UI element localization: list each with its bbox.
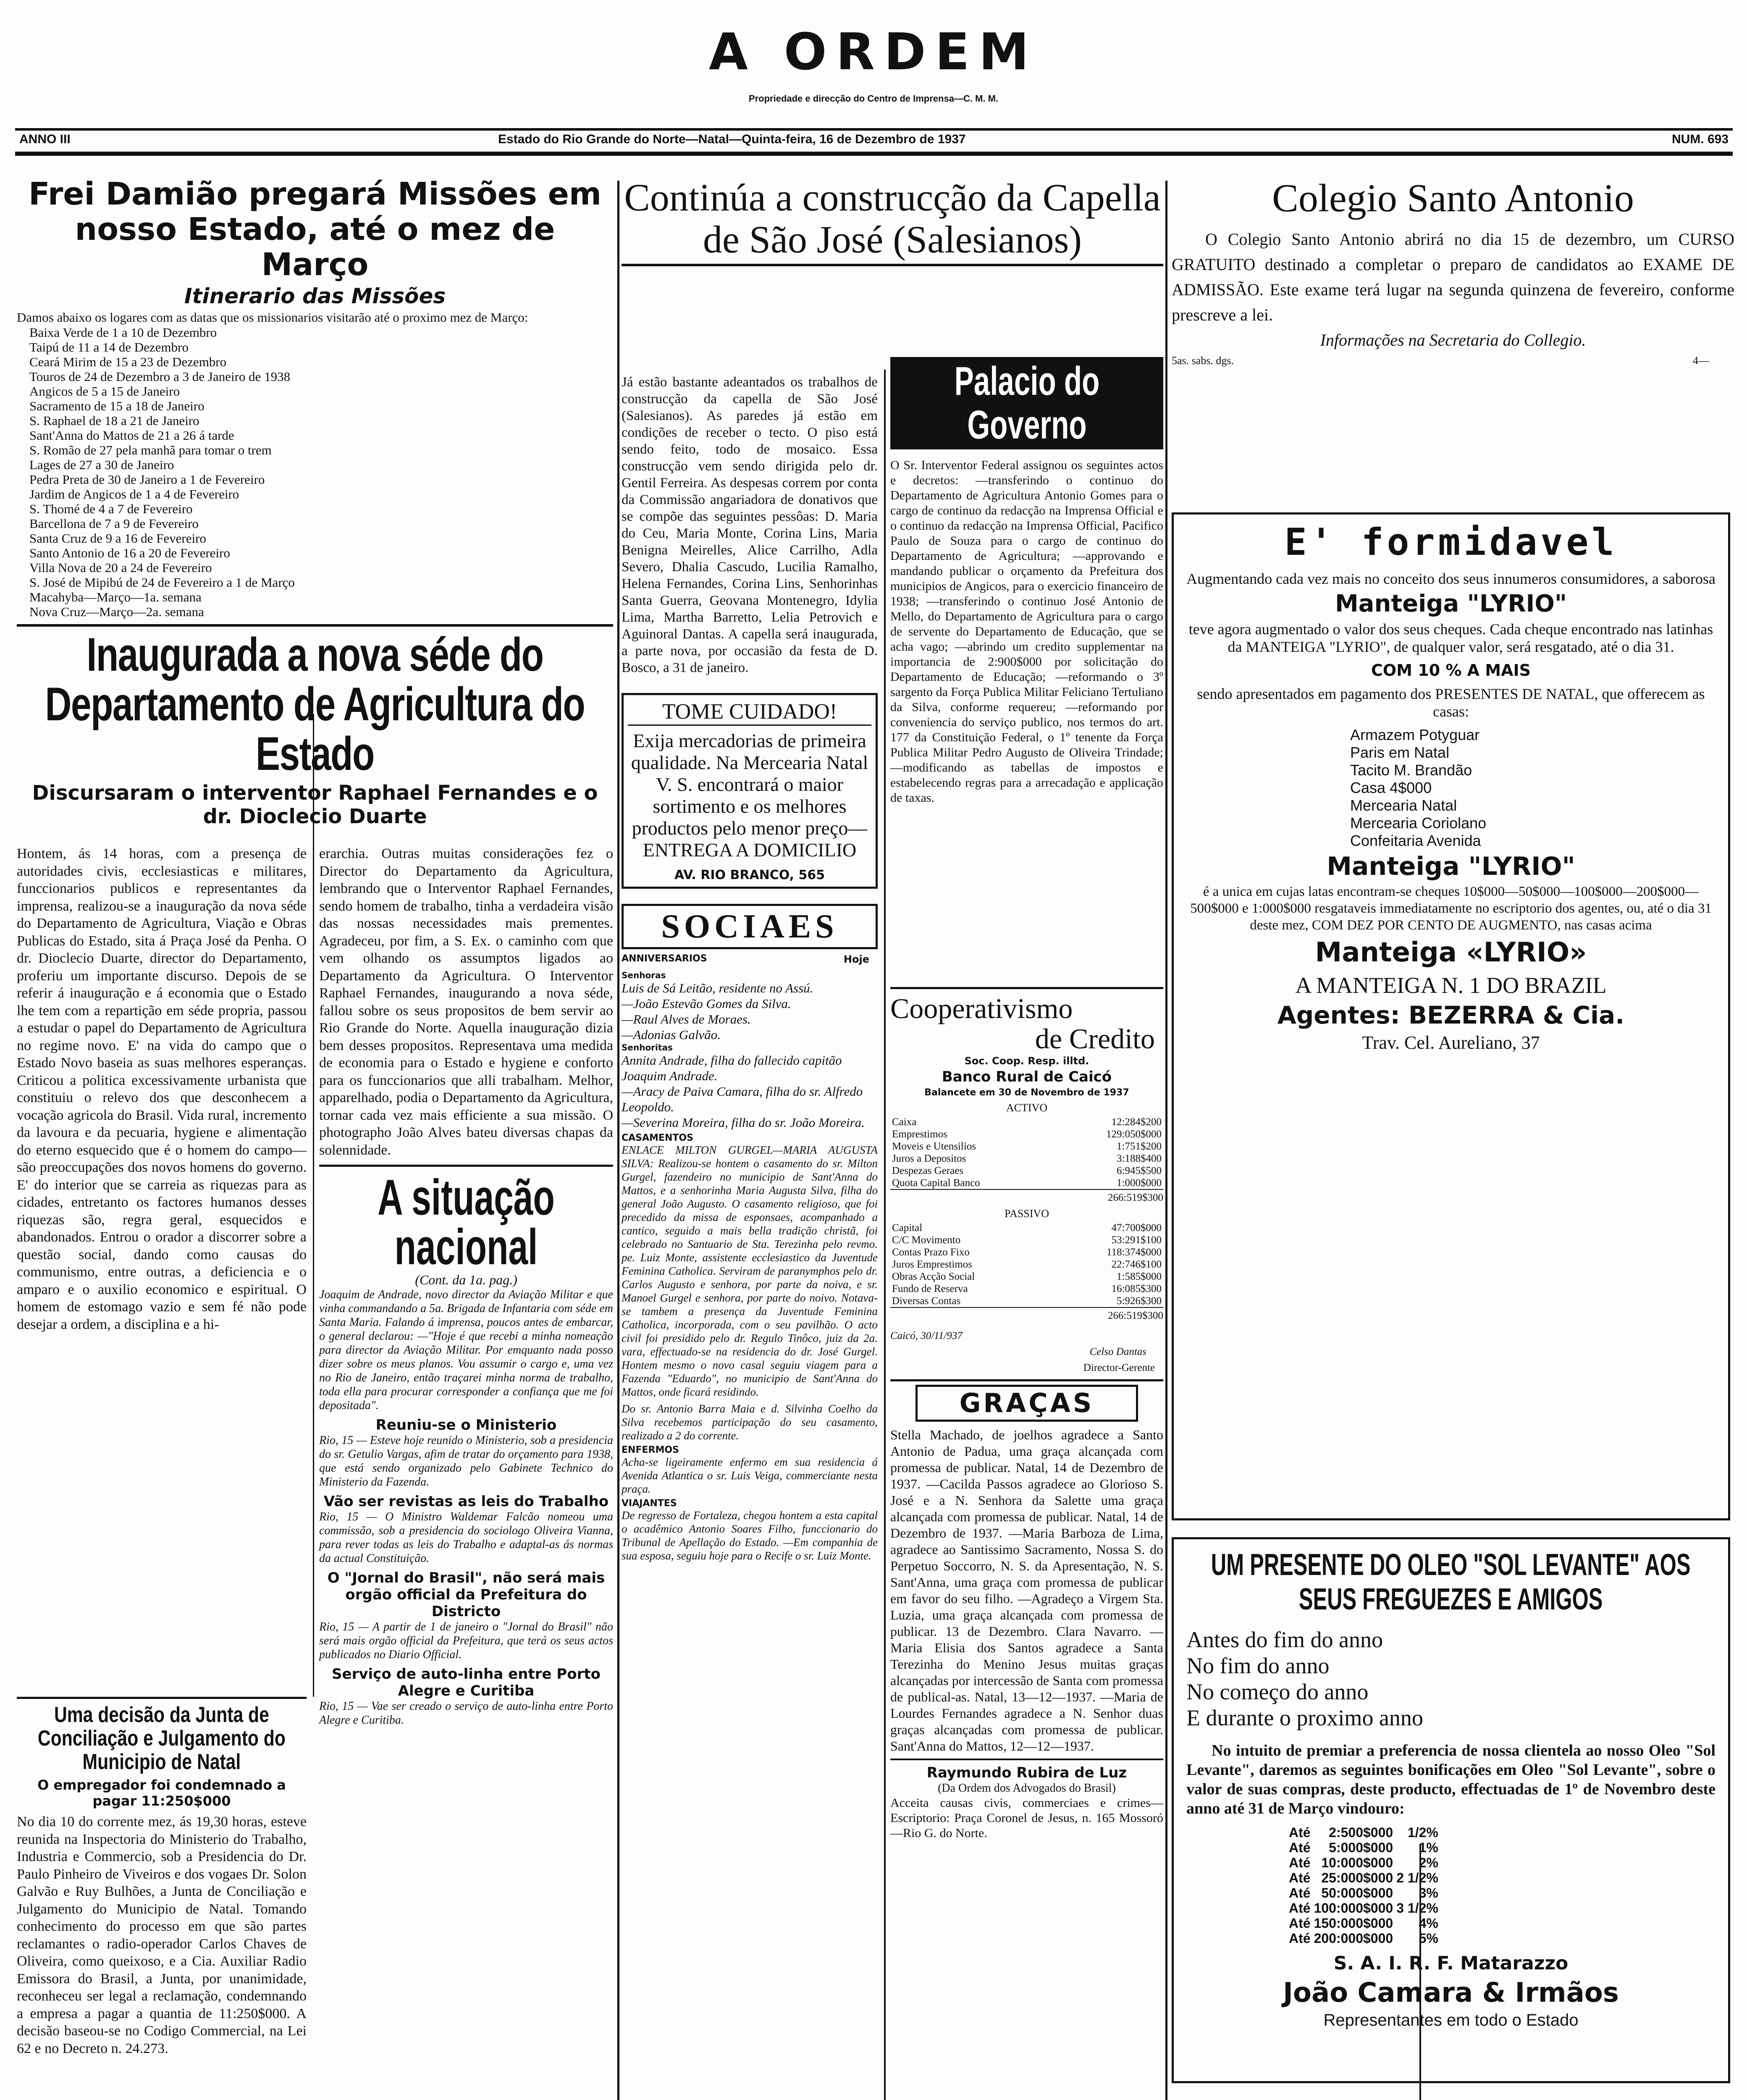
oleo-line: E durante o proximo anno <box>1186 1705 1423 1730</box>
shop-item: Confeitaria Avenida <box>1350 832 1481 849</box>
oleo-row-cell: Até <box>1289 1931 1311 1946</box>
subhead-itinerario: Itinerario das Missões <box>184 284 446 308</box>
article-right-column <box>319 845 613 1727</box>
itinerary-item: Nova Cruz—Março—2a. semana <box>29 604 204 619</box>
oleo-row-cell: 1% <box>1419 1840 1438 1855</box>
oleo-row-cell: 3 1/2% <box>1396 1900 1438 1916</box>
itinerary-item: Macahyba—Março—1a. semana <box>29 590 202 604</box>
oleo-row-cell: 50:000$000 <box>1321 1885 1393 1900</box>
itinerary-item: Santo Antonio de 16 a 20 de Fevereiro <box>29 546 230 560</box>
oleo-text: No intuito de premiar a preferencia de nossa clientela ao nosso Oleo "Sol Levante", daremos as seguintes bonificações em Oleo "Sol Levante", sobre o valor de suas compras, deste producto, effectuadas de 1º de Novembro deste anno até 31 de Março vindouro: <box>1186 1742 1716 1817</box>
activo-row-cell: 12:284$200 <box>1111 1116 1162 1128</box>
oleo-line: No começo do anno <box>1186 1679 1369 1704</box>
oleo-row <box>1287 1825 1440 1840</box>
oleo-row-cell: Até <box>1289 1885 1311 1900</box>
lyrio-shop-list <box>1350 726 1716 850</box>
headline-junta: Uma decisão da Junta de Conciliação e Julgamento do Municipio de Natal <box>38 1703 286 1774</box>
itinerary-item: S. Thomé de 4 a 7 de Fevereiro <box>29 501 193 516</box>
sociaes-head: SOCIAES <box>661 908 838 945</box>
shop-item: Armazem Potyguar <box>1350 726 1480 743</box>
activo-row-cell: Quota Capital Banco <box>892 1177 980 1189</box>
itinerary-item: Angicos de 5 a 15 de Janeiro <box>29 384 180 399</box>
column-rule <box>617 181 619 2100</box>
lyrio-slogan: A MANTEIGA N. 1 DO BRAZIL <box>1295 973 1607 998</box>
colegio-small-2: 4— <box>1693 354 1709 367</box>
oleo-row-cell: 200:000$000 <box>1314 1931 1393 1946</box>
headline-departamento: Inaugurada a nova séde do Departamento de Agricultura do Estado <box>45 628 585 780</box>
colegio-text: O Colegio Santo Antonio abrirá no dia 15 de dezembro, um CURSO GRATUITO destinado a completar o preparo de candidatos ao EXAME DE ADMISSÃO. Este exame terá lugar na segunda quinzena de fevereiro, conforme prescreve a lei. <box>1172 230 1734 324</box>
itinerary-item: S. Raphael de 18 a 21 de Janeiro <box>29 413 199 428</box>
headline-frei-damiao: Frei Damião pregará Missões em nosso Estado, até o mez de Março <box>29 176 601 283</box>
aniversarios-row <box>622 953 878 970</box>
senhoras-label: Senhoras <box>622 970 666 980</box>
activo-label: ACTIVO <box>1006 1102 1048 1114</box>
capella-column <box>622 374 878 1562</box>
lyrio-address: Trav. Cel. Aureliano, 37 <box>1362 1032 1540 1053</box>
activo-row-cell: Emprestimos <box>892 1129 947 1140</box>
section-rule <box>890 1759 1163 1760</box>
oleo-table <box>1287 1825 1440 1946</box>
activo-row <box>890 1165 1163 1177</box>
passivo-row-cell: Fundo de Reserva <box>892 1283 968 1294</box>
lyrio-agents: Agentes: BEZERRA & Cia. <box>1277 1001 1625 1029</box>
activo-total: 266:519$300 <box>890 1189 1163 1206</box>
oleo-row <box>1287 1840 1440 1855</box>
aniversario-item: —Aracy de Paiva Camara, filha do sr. Alfredo Leopoldo. <box>622 1084 863 1114</box>
activo-row-cell: 6:945$500 <box>1117 1165 1162 1176</box>
itinerary-item: S. José de Mipibú de 24 de Fevereiro a 1 de Março <box>29 575 295 590</box>
palacio-column <box>890 357 1163 806</box>
oleo-row-cell: Até <box>1289 1825 1311 1840</box>
colegio-small: 5as. sabs. dgs. <box>1172 354 1234 367</box>
dateline-text: Estado do Rio Grande do Norte—Natal—Quinta-feira, 16 de Dezembro de 1937 <box>498 132 966 146</box>
activo-row-cell: 129:050$000 <box>1106 1129 1162 1140</box>
article-junta <box>17 1697 307 2057</box>
oleo-row <box>1287 1900 1440 1916</box>
situacao-text: Joaquim de Andrade, novo director da Aviação Militar e que vinha commandando a 5a. Brigada de Infantaria com séde em Santa Maria. Falando á imprensa, poucos antes de embarcar, o general declarou: —"Hoje é que recebi a minha nomeação para director da Aviação Militar. Por emquanto nada posso dizer sobre os meus planos. Vou assumir o cargo e, uma vez no Rio de Janeiro, então traçarei minha norma de trabalho, toda ella para procurar corresponder a confiança que me foi depositada". <box>319 1288 613 1412</box>
junta-subhead: O empregador foi condemnado a pagar 11:250$000 <box>37 1777 286 1809</box>
shop-item: Mercearia Natal <box>1350 797 1457 814</box>
oleo-row-cell: 2% <box>1419 1855 1438 1870</box>
situacao-continuation: (Cont. da 1a. pag.) <box>415 1272 517 1287</box>
passivo-row <box>890 1283 1163 1295</box>
enfermos-text: Acha-se ligeiramente enfermo em sua residencia á Avenida Atlantica o sr. Luis Veiga, commerciante nesta praça. <box>622 1456 878 1495</box>
ministerio-text: Rio, 15 — Esteve hoje reunido o Ministerio, sob a presidencia do sr. Getulio Vargas, afim de tratar do orçamento para 1938, que está sendo organizado pelo Gabinete Technico do Ministerio da Fazenda. <box>319 1434 613 1488</box>
subhead-discursaram: Discursaram o interventor Raphael Fernandes e o dr. Dioclecio Duarte <box>32 781 598 828</box>
oleo-row-cell: Até <box>1289 1870 1311 1885</box>
gracas-head-box <box>915 1385 1138 1422</box>
oleo-row <box>1287 1885 1440 1900</box>
passivo-row <box>890 1222 1163 1234</box>
masthead-title: A ORDEM <box>708 23 1039 81</box>
enfermos-label: ENFERMOS <box>622 1445 679 1455</box>
aniversario-item: Luis de Sá Leitão, residente no Assú. <box>622 981 813 995</box>
activo-row <box>890 1140 1163 1152</box>
activo-row-cell: Moveis e Utensilios <box>892 1141 976 1152</box>
activo-table <box>890 1116 1163 1189</box>
coop-balance: Balancete em 30 de Novembro de 1937 <box>924 1087 1129 1098</box>
oleo-firm-1: S. A. I. R. F. Matarazzo <box>1333 1953 1569 1974</box>
colegio-head: Colegio Santo Antonio <box>1272 176 1634 220</box>
passivo-row-cell: 47:700$000 <box>1111 1222 1162 1234</box>
passivo-row-cell: Capital <box>892 1222 923 1234</box>
issue-number: NUM. 693 <box>1671 132 1729 146</box>
coop-bank: Banco Rural de Caicó <box>942 1068 1112 1085</box>
aniversario-item: Annita Andrade, filha do fallecido capitão Joaquim Andrade. <box>622 1053 842 1083</box>
passivo-row-cell: 16:085$300 <box>1111 1283 1162 1294</box>
viajantes-label: VIAJANTES <box>622 1498 677 1509</box>
shop-item: Casa 4$000 <box>1350 779 1432 796</box>
palacio-head: Palacio do Governo <box>954 359 1099 447</box>
oleo-line: Antes do fim do anno <box>1186 1627 1383 1652</box>
oleo-row-cell: Até <box>1289 1840 1311 1855</box>
activo-row <box>890 1116 1163 1128</box>
section-rule <box>890 1379 1163 1381</box>
lyrio-brand: Manteiga "LYRIO" <box>1335 590 1567 617</box>
passivo-row-cell: 118:374$000 <box>1106 1247 1162 1258</box>
activo-row <box>890 1152 1163 1165</box>
passivo-row <box>890 1258 1163 1270</box>
column-3 <box>890 987 1163 1841</box>
aniversario-item: —Adonias Galvão. <box>622 1027 721 1042</box>
noivado-text: Do sr. Antonio Barra Maia e d. Silvinha Coelho da Silva recebemos participação do seu casamento, realizado a 2 do corrente. <box>622 1402 878 1442</box>
aniversario-item: —Severina Moreira, filha do sr. João Moreira. <box>622 1115 865 1130</box>
lyrio-brand-2: Manteiga «LYRIO» <box>1315 937 1587 968</box>
itinerary-item: Barcellona de 7 a 9 de Fevereiro <box>29 516 199 531</box>
hoje-label: Hoje <box>843 953 869 965</box>
ad-manteiga-lyrio <box>1172 512 1730 1520</box>
oleo-firm-2: João Camara & Irmãos <box>1283 1977 1619 2008</box>
palacio-text: O Sr. Interventor Federal assignou os seguintes actos e decretos: —transferindo o continuo do Departamento de Agricultura Antonio Gomes para o cargo de continuo da redacção na Imprensa Official e o continuo da redacção na Imprensa Official, Pacifico Paulo de Souza para o cargo de continuo do Departamento de Agricultura; —approvando e mandando publicar o orçamento da Prefeitura dos municipios de Angicos, para o exercicio financeiro de 1938; —transferindo o continuo José Antonio de Mello, do Departamento de Agricultura para o cargo de servente do Departamento de Educação, que se acha vago; —abrindo um credito supplementar na importancia de 2:900$000 por solicitação do Departamento de Educação; —reformando o 3º sargento da Força Publica Militar Feliciano Tertuliano da Silva, conforme requereu; —reformando por conveniencia do serviço publico, nos termos do art. 177 da Constituição Federal, o 1º tenente da Força Publica Militar Pedro Augusto de Oliveira Trindade; —modificando as tabellas de impostos e estabelecendo regras para a arrecadação e applicação de taxas. <box>890 458 1163 805</box>
itinerary-item: Ceará Mirim de 15 a 23 de Dezembro <box>29 354 227 369</box>
anno-label: ANNO III <box>19 132 71 146</box>
shop-item: Paris em Natal <box>1350 744 1450 761</box>
passivo-total: 266:519$300 <box>890 1307 1163 1324</box>
oleo-row-cell: 150:000$000 <box>1314 1916 1393 1931</box>
jornal-text: Rio, 15 — A partir de 1 de janeiro o "Jornal do Brasil" não será mais orgão official da Prefeitura, que terá os seus actos publicados no Diario Official. <box>319 1620 613 1661</box>
oleo-row-cell: 1/2% <box>1407 1825 1438 1840</box>
article-text-left: Hontem, ás 14 horas, com a presença de autoridades civis, ecclesiasticas e militares, funccionarios publicos e representantes da imprensa, realizou-se a inauguração da nova séde do Departamento de Agricultura, Viação e Obras Publicas do Estado, sita á Praça José da Penha. O dr. Dioclecio Duarte, director do Departamento, proferiu um importante discurso. Depois de se referir á inauguração e á economia que o Estado lhe tem com a repartição em séde propria, passou a estudar o papel do Departamento de Agricultura no regime novo. E' na vida do campo que o Estado Novo baseia as suas melhores esperanças. Criticou a politica excessivamente urbanista que constituiu o relevo dos que desconhecem a vocação agricola do Brasil. Vida rural, incremento da lavoura e da pecuaria, hygiene e alimentação do eterno esquecido que é o homem do campo—são preoccupações dos novos homens do governo. E' do interior que se carreia as riquezas para as cidades, entretanto os factores humanos desses riquezas são, regra geral, esquecidos e abandonados. Entrou o orador a discorrer sobre a questão social, dando como causas do communismo, entre outras, a deficiencia e o amparo e o auxilio economico e espiritual. O homem de estomago vazio e sem fé não pode desejar a ordem, a disciplina e a hi- <box>17 846 307 1332</box>
lyrio-p1: Augmentando cada vez mais no conceito dos seus innumeros consumidores, a saborosa <box>1186 570 1716 587</box>
casamentos-label: CASAMENTOS <box>622 1133 693 1143</box>
shop-item: Mercearia Coriolano <box>1350 814 1487 832</box>
ad-tome-cuidado <box>622 693 878 889</box>
activo-row-cell: Caixa <box>892 1116 917 1128</box>
oleo-lines <box>1186 1627 1716 1731</box>
passivo-row-cell: 22:746$100 <box>1111 1259 1162 1270</box>
itinerary-item: Sant'Anna do Mattos de 21 a 26 á tarde <box>29 428 234 443</box>
lyrio-p4: é a unica em cujas latas encontram-se cheques 10$000—50$000—100$000—200$000—500$000 e 1:000$000 resgataveis immediatamente no escriptorio dos agentes, ou, até o dia 31 deste mez, COM DEZ POR CENTO DE AUGMENTO, nas casas acima <box>1190 884 1712 933</box>
coop-role: Director-Gerente <box>1083 1362 1155 1373</box>
senhoritas-label: Senhoritas <box>622 1042 673 1053</box>
passivo-label: PASSIVO <box>1005 1208 1049 1220</box>
article-text-right: erarchia. Outras muitas considerações fez o Director do Departamento da Agricultura, lembrando que o Interventor Raphael Fernandes, sendo homem de trabalho, tinha a verdadeira visão das nossas necessidades mais prementes. Agradeceu, por fim, a S. Ex. o caminho com que vem olhando os assumptos ligados ao Departamento da Agricultura. O Interventor Raphael Fernandes, inaugurando a nova séde, fallou sobre os seus propositos de bem servir ao Rio Grande do Norte. Aquella inauguração dizia bem desses propositos. Representava uma medida de economia para o Estado e hygiene e conforto para os funccionarios que alli trabalham. Melhor, apparelhado, podia o Departamento da Agricultura, tornar cada vez mais efficiente a sua missão. O photographo João Alves bateu diversas chapas da solennidade. <box>319 846 613 1158</box>
tome-cuidado-head: TOME CUIDADO! <box>628 699 871 726</box>
ad-oleo-sol-levante <box>1172 1537 1730 2083</box>
aniversario-item: —João Estevão Gomes da Silva. <box>622 996 791 1011</box>
activo-row-cell: Juros a Depositos <box>892 1153 966 1164</box>
coop-sub: Soc. Coop. Resp. illtd. <box>964 1055 1089 1067</box>
aniversarios-label: ANNIVERSARIOS <box>622 953 707 964</box>
oleo-row-cell: 10:000$000 <box>1321 1855 1393 1870</box>
itinerary-item: Baixa Verde de 1 a 10 de Dezembro <box>29 325 217 340</box>
activo-row-cell: 1:000$000 <box>1117 1177 1162 1189</box>
passivo-row-cell: Diversas Contas <box>892 1295 961 1307</box>
tome-cuidado-address: AV. RIO BRANCO, 565 <box>674 868 825 882</box>
oleo-row-cell: Até <box>1289 1855 1311 1870</box>
section-rule <box>17 1697 307 1699</box>
colegio-footer <box>1172 353 1734 370</box>
itinerary-item: Villa Nova de 20 a 24 de Fevereiro <box>29 560 212 575</box>
casamento-text: ENLACE MILTON GURGEL—MARIA AUGUSTA SILVA: Realizou-se hontem o casamento do sr. Milton Gurgel, fazendeiro no municipio de Sant'Anna do Mattos, e a senhorinha Maria Augusta Silva, filha do general João Augusto. O casamento religioso, que foi precedido da missa de esponsaes, acompanhado a cantico, seguido a mais bella tradição christã, foi celebrado no Santuario de Sta. Terezinha pelo revmo. pe. Luiz Monte, assistente ecclesiastico da Juventude Feminina Catholica. Serviram de paranymphos pelo dr. Carlos Augusto e senhora, por parte da noiva, e sr. Manoel Gurgel e senhora, por parte do noivo. Notava-se tambem a presença da Juventude Feminina Catholica, incorporada, com o seu pavilhão. O acto civil foi presidido pelo dr. Regulo Tinôco, juiz da 2a. vara, effectuado-se na residencia do dr. José Gurgel. Hontem mesmo o novo casal seguiu viagem para a Fazenda "Eduardo", no municipio de Sant'Anna do Mattos, onde ficará residindo. <box>622 1144 878 1398</box>
column-1 <box>17 176 613 2100</box>
activo-row <box>890 1128 1163 1140</box>
oleo-row <box>1287 1870 1440 1885</box>
lyrio-brand-repeat: Manteiga "LYRIO" <box>1327 852 1575 881</box>
oleo-row <box>1287 1855 1440 1870</box>
masthead-subtitle: Propriedade e direcção do Centro de Imprensa—C. M. M. <box>748 93 999 104</box>
trabalho-text: Rio, 15 — O Ministro Waldemar Falcão nomeou uma commissão, sob a presidencia do sociologo Oliveira Vianna, para rever todas as leis do Trabalho e adaptal-as ás normas da actual Constituição. <box>319 1510 613 1565</box>
oleo-firm-3: Representantes em todo o Estado <box>1323 2011 1579 2029</box>
colegio-info: Informações na Secretaria do Collegio. <box>1320 331 1586 349</box>
coop-place: Caicó, 30/11/937 <box>890 1330 963 1341</box>
passivo-row-cell: Contas Prazo Fixo <box>892 1247 970 1258</box>
itinerary-item: Pedra Preta de 30 de Janeiro a 1 de Fevereiro <box>29 472 265 487</box>
oleo-row-cell: 2:500$000 <box>1329 1825 1393 1840</box>
coop-head-2: de Credito <box>1035 1023 1155 1055</box>
itinerary-item: Lages de 27 a 30 de Janeiro <box>29 457 174 472</box>
passivo-row-cell: Obras Acção Social <box>892 1271 975 1282</box>
passivo-row <box>890 1246 1163 1258</box>
aniversario-item: —Raul Alves de Moraes. <box>622 1012 751 1026</box>
oleo-row-cell: 5% <box>1419 1931 1438 1946</box>
itinerary-item: Taipú de 11 a 14 de Dezembro <box>29 340 189 354</box>
oleo-row-cell: Até <box>1289 1900 1311 1916</box>
aniversarios-list <box>622 980 878 1042</box>
oleo-row-cell: 25:000$000 <box>1321 1870 1393 1885</box>
itinerary-list <box>29 325 613 619</box>
section-rule <box>319 1165 613 1167</box>
oleo-row <box>1287 1931 1440 1946</box>
section-rule <box>890 987 1163 989</box>
raymundo-text: Acceita causas civis, commerciaes e crimes—Escriptorio: Praça Coronel de Jesus, n. 165 Mossoró—Rio G. do Norte. <box>890 1796 1163 1840</box>
oleo-row-cell: 100:000$000 <box>1314 1900 1393 1916</box>
trabalho-head: Vão ser revistas as leis do Trabalho <box>323 1493 609 1510</box>
oleo-line: No fim do anno <box>1186 1653 1330 1678</box>
headline-situacao: A situação nacional <box>378 1169 555 1275</box>
lyrio-bonus: COM 10 % A MAIS <box>1371 661 1531 680</box>
capella-text: Já estão bastante adeantados os trabalhos de construcção da capella de São José (Salesianos). As paredes já estão em condições de receber o tecto. O piso está sendo feito, todo de mosaico. Essa construcção vem sendo dirigida pelo dr. Gentil Ferreira. As despesas correm por conta da Commissão angariadora de donativos que se compõe das seguintes pessôas: D. Maria do Ceu, Maria Monte, Corina Lins, Maria Benigna Meirelles, Alice Carrilho, Adla Severo, Dhalia Cascudo, Lucilia Ramalho, Helena Fernandes, Corina Lins, Senhorinhas Santa Guerra, Geovana Montenegro, Idylia Lima, Martha Barretto, Lelia Petrovich e Aguinoral Dantas. A capella será inaugurada, a parte nova, por occasião da festa de D. Bosco, a 31 de janeiro. <box>622 375 878 675</box>
passivo-row <box>890 1270 1163 1283</box>
passivo-row-cell: C/C Movimento <box>892 1234 961 1246</box>
oleo-row-cell: 3% <box>1419 1885 1438 1900</box>
sociaes-header-box <box>622 904 878 949</box>
coop-head-1: Cooperativismo <box>890 992 1073 1024</box>
passivo-table <box>890 1222 1163 1307</box>
oleo-row-cell: 5:000$000 <box>1329 1840 1393 1855</box>
passivo-row <box>890 1234 1163 1246</box>
activo-row-cell: 1:751$200 <box>1117 1141 1162 1152</box>
aniversarios-list-2 <box>622 1053 878 1130</box>
lyrio-p3: sendo apresentados em pagamento dos PRESENTES DE NATAL, que offerecem as casas: <box>1197 685 1705 720</box>
passivo-row-cell: 53:291$100 <box>1111 1234 1162 1246</box>
itinerary-item: Sacramento de 15 a 18 de Janeiro <box>29 399 205 413</box>
oleo-row-cell: 2 1/2% <box>1396 1870 1438 1885</box>
oleo-head: UM PRESENTE DO OLEO "SOL LEVANTE" AOS SEUS FREGUEZES E AMIGOS <box>1211 1548 1691 1616</box>
oleo-row-cell: Até <box>1289 1916 1311 1931</box>
junta-text: No dia 10 do corrente mez, ás 19,30 horas, esteve reunida na Inspectoria do Ministerio do Trabalho, Industria e Commercio, sob a Presidencia do Dr. Paulo Pinheiro de Viveiros e dos vogaes Dr. Solon Galvão e Ruy Bulhões, a Junta de Conciliação e Julgamento do Municipio de Natal. Tomando conhecimento do processo em que são partes reclamantes o radio-operador Carlos Chaves de Oliveira, como queixoso, e a Cia. Auxiliar Radio Emissora do Brasil, a Junta, por unanimidade, reconheceu ser legal a reclamação, condemnando a empresa a pagar a quantia de 11:250$000. A decisão baseou-se no Codigo Commercial, na Lei 62 e no Decreto n. 24.273. <box>17 1814 307 2056</box>
column-rule <box>1165 181 1167 2100</box>
section-rule <box>622 264 1163 266</box>
lyrio-p2: teve agora augmentado o valor dos seus cheques. Cada cheque encontrado nas latinhas da MANTEIGA "LYRIO", de qualquer valor, será resgatado, até o dia 31. <box>1188 621 1713 655</box>
article-departamento <box>17 845 613 1727</box>
activo-row-cell: Despezas Geraes <box>892 1165 964 1176</box>
oleo-row <box>1287 1916 1440 1931</box>
itinerary-item: Touros de 24 de Dezembro a 3 de Janeiro de 1938 <box>29 369 291 384</box>
viajantes-text: De regresso de Fortaleza, chegou hontem a esta capital o acadêmico Antonio Soares Filho, funccionario do Tribunal de Apellação do Estado. —Em companhia de sua esposa, seguiu hoje para o Recife o sr. Luiz Monte. <box>622 1509 878 1562</box>
raymundo-sub: (Da Ordem dos Advogados do Brasil) <box>938 1782 1116 1795</box>
tome-cuidado-text: Exija mercadorias de primeira qualidade. Na Mercearia Natal V. S. encontrará o maior sortimento e os melhores productos pelo menor preço—ENTREGA A DOMICILIO <box>631 730 868 861</box>
shop-item: Tacito M. Brandão <box>1350 761 1472 779</box>
servico-head: Serviço de auto-linha entre Porto Alegre e Curitiba <box>332 1666 601 1699</box>
jornal-head: O "Jornal do Brasil", não será mais orgão official da Prefeitura do Districto <box>327 1570 605 1620</box>
column-4 <box>1172 176 1734 2100</box>
column-2 <box>622 176 1163 2100</box>
activo-row-cell: 3:188$400 <box>1117 1153 1162 1164</box>
itinerary-item: Jardim de Angicos de 1 a 4 de Fevereiro <box>29 487 239 501</box>
lyrio-head: E' formidavel <box>1284 520 1618 564</box>
section-rule <box>17 624 613 627</box>
itinerary-intro: Damos abaixo os logares com as datas que os missionarios visitarão até o proximo mez de Março: <box>17 310 528 325</box>
dateline-bar <box>15 128 1733 156</box>
passivo-row-cell: 1:585$000 <box>1117 1271 1162 1282</box>
passivo-row <box>890 1295 1163 1307</box>
coop-sign: Celso Dantas <box>1089 1346 1146 1357</box>
gracas-text: Stella Machado, de joelhos agradece a Santo Antonio de Padua, uma graça alcançada com promessa de publicar. Natal, 14 de Dezembro de 1937. —Cacilda Passos agradece ao Glorioso S. José e a N. Senhora da Salette uma graça alcançada com promessa de publicar. Natal, 14 de Dezembro de 1937. —Maria Barboza de Lima, agradece ao Santissimo Sacramento, Nossa S. do Perpetuo Soccorro, N. S. da Apresentação, N. S. Sant'Anna, uma graça com promessa de publicar em favor do seu filho. —Agradeço a Virgem Sta. Luzia, uma graça alcançada com promessa de publicar. 13 de Dezembro. Clara Navarro. —Maria Elisia dos Santos agradece a Santa Terezinha do Menino Jesus muitas graças alcançadas por intercessão de Santa com promessa de publical-as. Natal, 13—12—1937. —Maria de Lourdes Fernandes agradece a N. Senhor duas graças alcançadas com promessa de publicar. Sant'Anna do Mattos, 12—12—1937. <box>890 1427 1163 1754</box>
itinerary-item: Santa Cruz de 9 a 16 de Fevereiro <box>29 531 206 546</box>
servico-text: Rio, 15 — Vae ser creado o serviço de auto-linha entre Porto Alegre e Curitiba. <box>319 1700 613 1727</box>
headline-capella: Continúa a construcção da Capella de São José (Salesianos) <box>624 176 1161 261</box>
passivo-row-cell: Juros Emprestimos <box>892 1259 972 1270</box>
ministerio-head: Reuniu-se o Ministerio <box>375 1417 557 1433</box>
activo-row <box>890 1177 1163 1189</box>
gracas-head: GRAÇAS <box>959 1388 1094 1418</box>
passivo-row-cell: 5:926$300 <box>1117 1295 1162 1307</box>
oleo-row-cell: 4% <box>1419 1916 1438 1931</box>
raymundo-head: Raymundo Rubira de Luz <box>926 1764 1127 1781</box>
palacio-head-box <box>890 357 1163 449</box>
itinerary-item: S. Romão de 27 pela manhã para tomar o trem <box>29 443 272 457</box>
